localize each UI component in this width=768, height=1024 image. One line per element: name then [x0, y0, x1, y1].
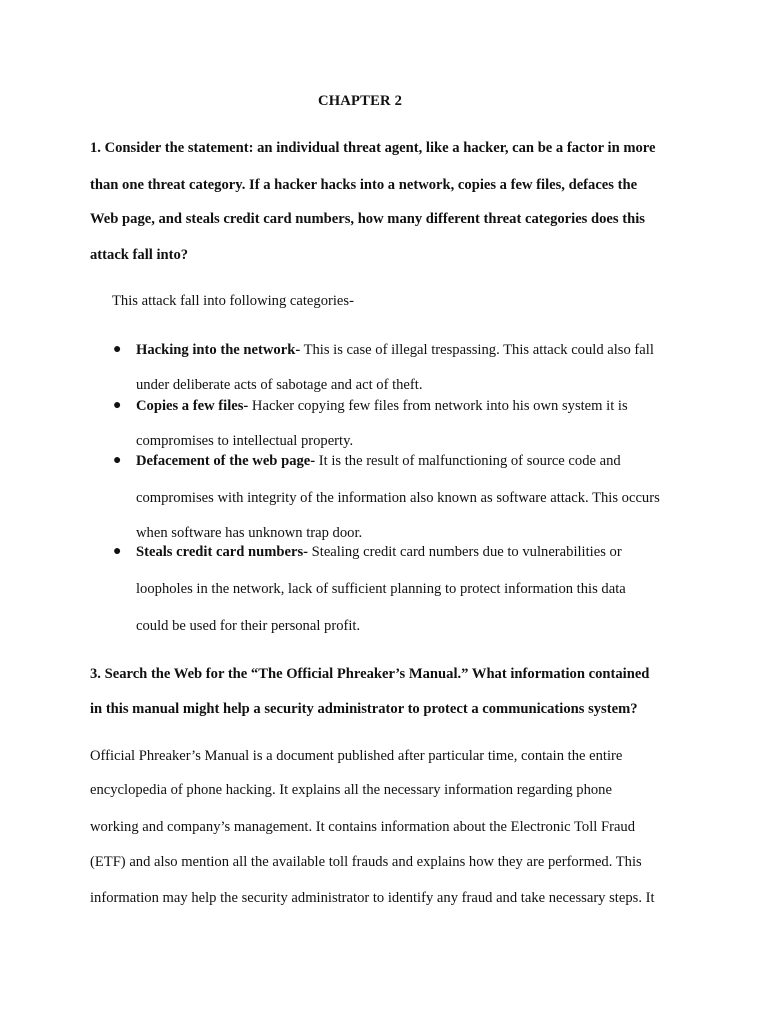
- question-3-line-2: in this manual might help a security administrator to protect a communications system?: [90, 701, 638, 717]
- bullet-dot: ●: [113, 398, 122, 413]
- answer-3-line-1: Official Phreaker’s Manual is a document published after particular time, contain the entire: [90, 748, 623, 764]
- answer-3-line-5: information may help the security administrator to identify any fraud and take necessary steps. It: [90, 890, 655, 906]
- bullet-dot: ●: [113, 342, 122, 357]
- bullet-text: This is case of illegal trespassing. This attack could also fall: [300, 342, 654, 358]
- bullet-term: Defacement of the web page-: [136, 453, 316, 469]
- bullet-term: Steals credit card numbers-: [136, 544, 308, 560]
- bullet-term: Hacking into the network-: [136, 342, 301, 358]
- bullet-item-1-cont: under deliberate acts of sabotage and act of theft.: [136, 377, 423, 393]
- bullet-item-4-cont-2: could be used for their personal profit.: [136, 618, 361, 634]
- bullet-item-3-cont-2: when software has unknown trap door.: [136, 525, 363, 541]
- answer-3-line-4: (ETF) and also mention all the available toll frauds and explains how they are performed. This: [90, 854, 642, 870]
- answer-3-line-3: working and company’s management. It contains information about the Electronic Toll Fraud: [90, 819, 636, 835]
- question-3-line-1: 3. Search the Web for the “The Official Phreaker’s Manual.” What information contained: [90, 666, 650, 682]
- question-1-line-3: Web page, and steals credit card numbers, how many different threat categories does this: [90, 211, 645, 227]
- question-1-line-1: 1. Consider the statement: an individual threat agent, like a hacker, can be a factor in more: [90, 140, 656, 156]
- bullet-dot: ●: [113, 544, 122, 559]
- bullet-item-3-cont-1: compromises with integrity of the information also known as software attack. This occurs: [136, 490, 660, 506]
- bullet-term: Copies a few files-: [136, 398, 249, 414]
- bullet-item-3: [136, 452, 621, 470]
- question-1-line-2: than one threat category. If a hacker hacks into a network, copies a few files, defaces the: [90, 177, 638, 193]
- bullet-item-2: [136, 397, 628, 415]
- bullet-text: Hacker copying few files from network into his own system it is: [248, 398, 628, 414]
- bullet-text: It is the result of malfunctioning of source code and: [315, 453, 621, 469]
- bullet-dot: ●: [113, 453, 122, 468]
- bullet-text: Stealing credit card numbers due to vulnerabilities or: [308, 544, 622, 560]
- answer-3-line-2: encyclopedia of phone hacking. It explains all the necessary information regarding phone: [90, 782, 612, 798]
- question-1-line-4: attack fall into?: [90, 247, 189, 263]
- bullet-item-4: [136, 543, 622, 561]
- bullet-item-1: [136, 341, 654, 359]
- chapter-title: CHAPTER 2: [318, 93, 403, 109]
- answer-1-intro: This attack fall into following categories-: [112, 293, 354, 309]
- bullet-item-2-cont: compromises to intellectual property.: [136, 433, 354, 449]
- bullet-item-4-cont-1: loopholes in the network, lack of sufficient planning to protect information this data: [136, 581, 626, 597]
